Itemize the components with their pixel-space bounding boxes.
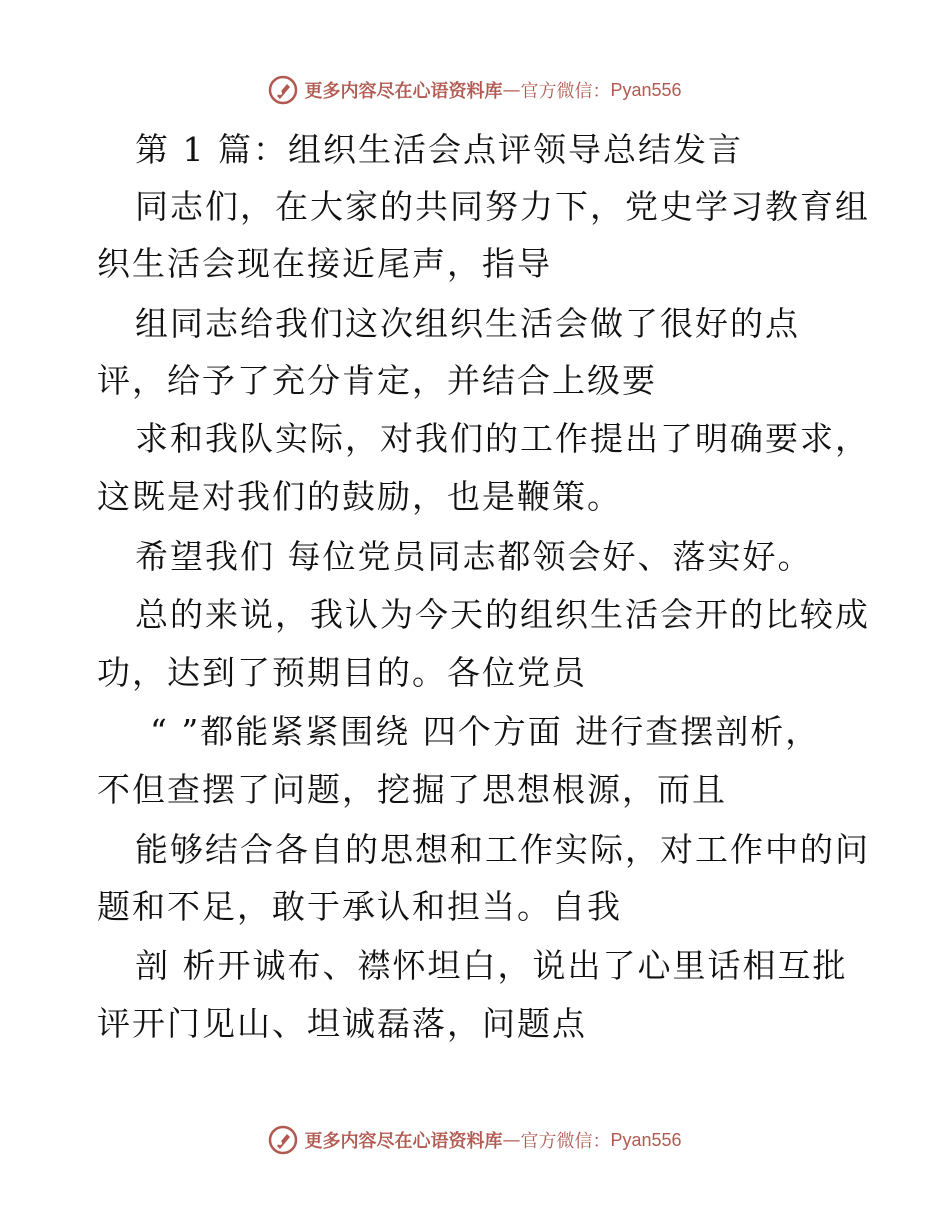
header-watermark-banner bbox=[0, 70, 950, 110]
banner-wechat-id: Pyan556 bbox=[610, 1129, 682, 1150]
banner-wechat-label: 官方微信： bbox=[520, 81, 611, 102]
banner-main-text: 更多内容尽在心语资料库 bbox=[304, 1131, 503, 1152]
footer-watermark-banner bbox=[0, 1120, 950, 1160]
paragraph-line: 评，给予了充分肯定，并结合上级要 bbox=[97, 361, 657, 400]
paragraph-line: 组同志给我们这次组织生活会做了很好的点 bbox=[135, 304, 800, 343]
paragraph-line: 不但查摆了问题，挖掘了思想根源，而且 bbox=[97, 770, 727, 809]
banner-main-text: 更多内容尽在心语资料库 bbox=[304, 81, 503, 102]
banner-wechat-label: 官方微信： bbox=[520, 1131, 611, 1152]
banner-wechat-id: Pyan556 bbox=[610, 79, 682, 100]
paragraph-line: “ ”都能紧紧围绕 四个方面 进行查摆剖析， bbox=[150, 712, 821, 751]
pen-logo-icon bbox=[268, 1125, 298, 1155]
paragraph-line: 希望我们 每位党员同志都领会好、落实好。 bbox=[135, 537, 813, 576]
paragraph-line: 这既是对我们的鼓励，也是鞭策。 bbox=[97, 477, 622, 516]
pen-logo-icon bbox=[268, 75, 298, 105]
paragraph-line: 评开门见山、坦诚磊落，问题点 bbox=[97, 1004, 587, 1043]
paragraph-line: 织生活会现在接近尾声，指导 bbox=[97, 244, 552, 283]
banner-separator: — bbox=[502, 1129, 521, 1151]
paragraph-line: 能够结合各自的思想和工作实际，对工作中的问 bbox=[135, 830, 870, 869]
paragraph-line: 同志们，在大家的共同努力下，党史学习教育组 bbox=[135, 187, 870, 226]
paragraph-line: 总的来说，我认为今天的组织生活会开的比较成 bbox=[135, 595, 870, 634]
banner-separator: — bbox=[502, 79, 521, 101]
paragraph-line: 功，达到了预期目的。各位党员 bbox=[97, 653, 587, 692]
paragraph-line: 题和不足，敢于承认和担当。自我 bbox=[97, 887, 622, 926]
paragraph-line: 求和我队实际，对我们的工作提出了明确要求， bbox=[135, 419, 870, 458]
document-title: 第 1 篇：组织生活会点评领导总结发言 bbox=[135, 130, 743, 169]
paragraph-line: 剖 析开诚布、襟怀坦白，说出了心里话相互批 bbox=[135, 946, 848, 985]
